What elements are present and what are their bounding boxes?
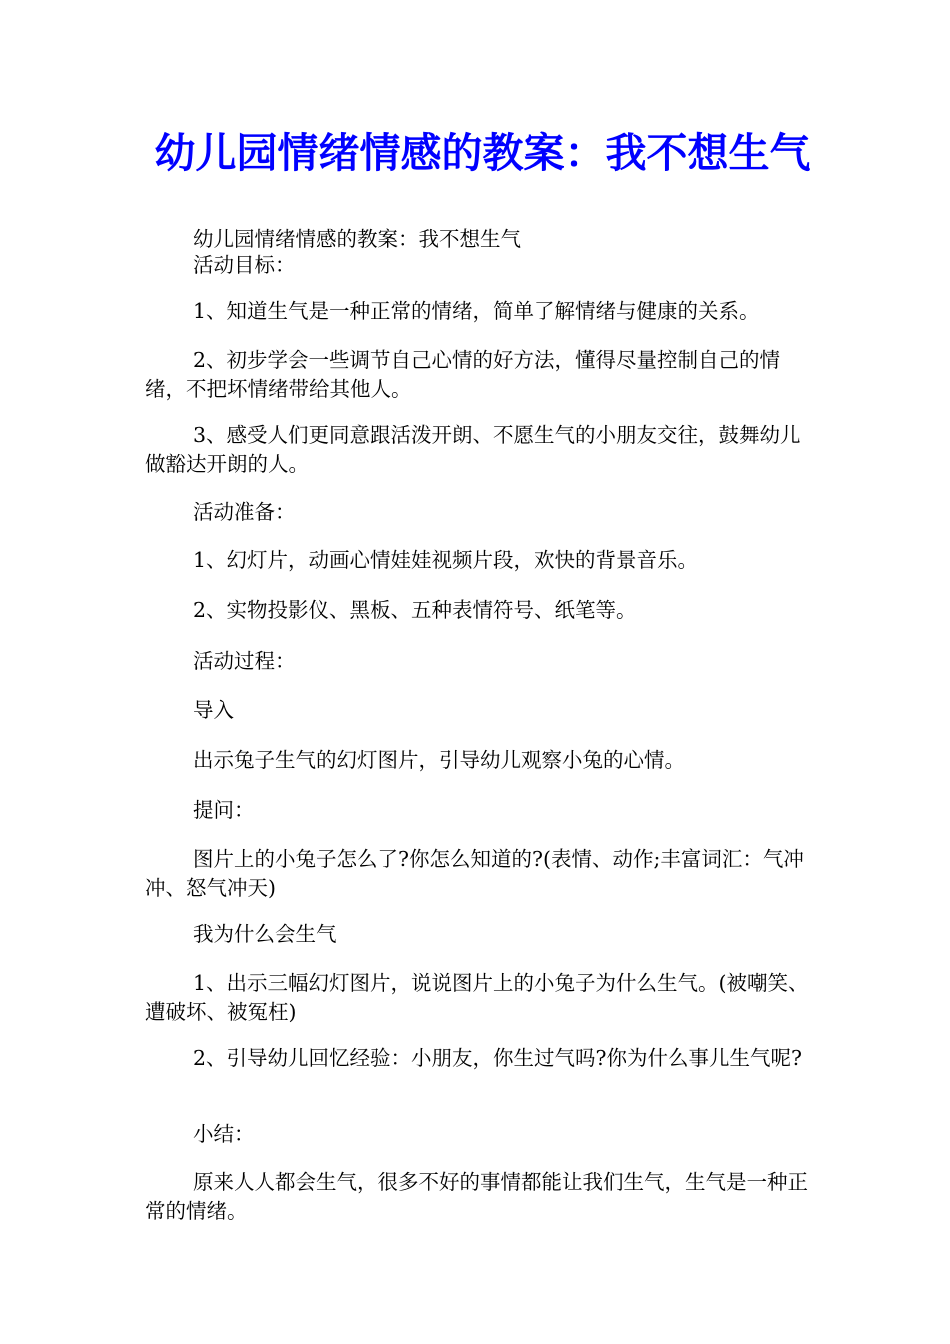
paragraph-activity-prep: 活动准备： bbox=[193, 500, 296, 524]
paragraph-activity-process: 活动过程： bbox=[193, 649, 296, 673]
paragraph-goal-1: 1、知道生气是一种正常的情绪，简单了解情绪与健康的关系。 bbox=[193, 299, 760, 323]
paragraph-intro: 导入 bbox=[193, 698, 234, 722]
document-title: 幼儿园情绪情感的教案：我不想生气 bbox=[154, 129, 811, 177]
paragraph-prep-2: 2、实物投影仪、黑板、五种表情符号、纸笔等。 bbox=[193, 598, 637, 622]
paragraph-question: 提问： bbox=[193, 798, 255, 822]
paragraph-show-rabbit: 出示兔子生气的幻灯图片，引导幼儿观察小兔的心情。 bbox=[193, 748, 685, 772]
paragraph-prep-1: 1、幻灯片，动画心情娃娃视频片段，欢快的背景音乐。 bbox=[193, 548, 699, 572]
paragraph-why-angry: 我为什么会生气 bbox=[193, 922, 337, 946]
paragraph-why-1: 1、出示三幅幻灯图片，说说图片上的小兔子为什么生气。(被嘲笑、遭破坏、被冤枉) bbox=[145, 971, 809, 1024]
document-subtitle: 幼儿园情绪情感的教案：我不想生气 bbox=[193, 227, 521, 251]
paragraph-goal-3: 3、感受人们更同意跟活泼开朗、不愿生气的小朋友交往，鼓舞幼儿做豁达开朗的人。 bbox=[145, 423, 801, 476]
paragraph-question-detail: 图片上的小兔子怎么了?你怎么知道的?(表情、动作;丰富词汇：气冲冲、怒气冲天) bbox=[145, 847, 804, 900]
paragraph-activity-goals: 活动目标： bbox=[193, 253, 296, 277]
paragraph-goal-2: 2、初步学会一些调节自己心情的好方法，懂得尽量控制自己的情绪，不把坏情绪带给其他人。 bbox=[145, 348, 781, 401]
paragraph-summary-label: 小结： bbox=[193, 1122, 255, 1146]
paragraph-why-2: 2、引导幼儿回忆经验：小朋友，你生过气吗?你为什么事儿生气呢? bbox=[193, 1046, 803, 1070]
paragraph-summary: 原来人人都会生气，很多不好的事情都能让我们生气，生气是一种正常的情绪。 bbox=[145, 1170, 808, 1223]
